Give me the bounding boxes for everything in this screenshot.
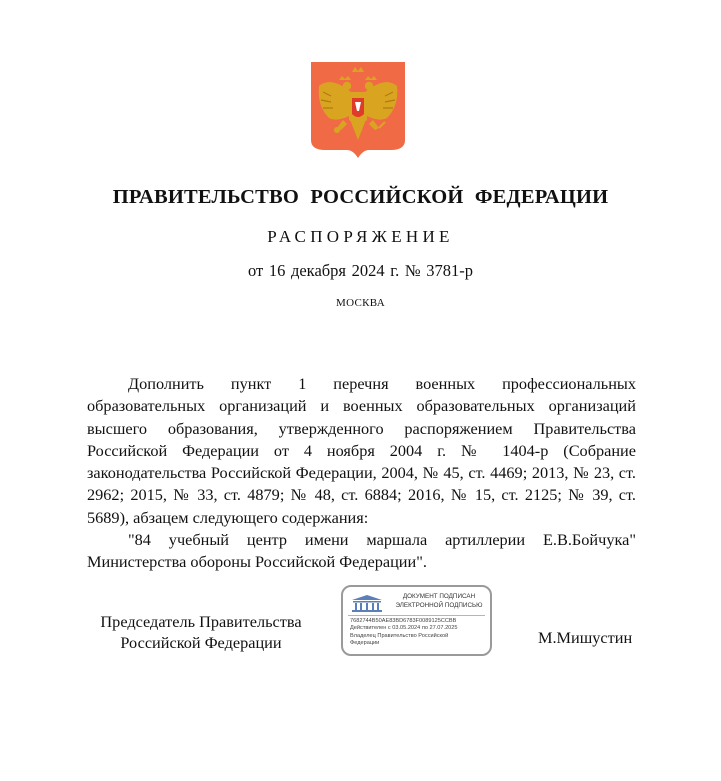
certificate-serial: 7682744B50AE83BD6783F0089125CCBB	[350, 618, 457, 624]
coat-of-arms-icon	[311, 62, 405, 158]
government-title: ПРАВИТЕЛЬСТВО РОССИЙСКОЙ ФЕДЕРАЦИИ	[112, 186, 609, 208]
certificate-owner: Федерации	[350, 640, 380, 647]
stamp-title-line: ЭЛЕКТРОННОЙ ПОДПИСЬЮ	[395, 601, 483, 609]
document-body	[87, 373, 636, 574]
electronic-signature-stamp	[341, 585, 492, 656]
government-building-icon	[350, 594, 384, 613]
city: МОСКВА	[336, 297, 385, 309]
body-paragraph: Дополнить пункт 1 перечня военных профессиональных образовательных организаций и военных образовательных организаций высшего образования, утвержденного распоряжением Правительства Российской Федерации от 4 ноября 2004 г. № 1404-р (Собрание законодательства Российской Федерации, 2004, № 45, ст. 4469; 2013, № 23, ст. 2962; 2015, № 33, ст. 4879; № 48, ст. 6884; 2016, № 15, ст. 2125; № 39, ст. 5689), абзацем следующего содержания:	[87, 374, 636, 527]
signatory-position-line: Российской Федерации	[120, 633, 282, 652]
certificate-owner: Владелец Правительство Российской	[350, 632, 449, 639]
stamp-divider	[348, 615, 485, 616]
document-date-number: от 16 декабря 2024 г. № 3781-р	[247, 261, 474, 280]
certificate-validity: Действителен с 03.05.2024 по 27.07.2025	[350, 625, 458, 632]
signatory-position-line: Председатель Правительства	[100, 612, 302, 631]
body-paragraph: "84 учебный центр имени маршала артиллерии Е.В.Бойчука" Министерства обороны Российской Федерации".	[87, 530, 636, 572]
signatory-position	[86, 611, 316, 653]
stamp-details	[350, 618, 488, 648]
stamp-title-line: ДОКУМЕНТ ПОДПИСАН	[402, 593, 476, 600]
signatory-name: М.Мишустин	[538, 628, 633, 647]
stamp-title	[387, 593, 491, 610]
document-type: РАСПОРЯЖЕНИЕ	[267, 227, 454, 246]
